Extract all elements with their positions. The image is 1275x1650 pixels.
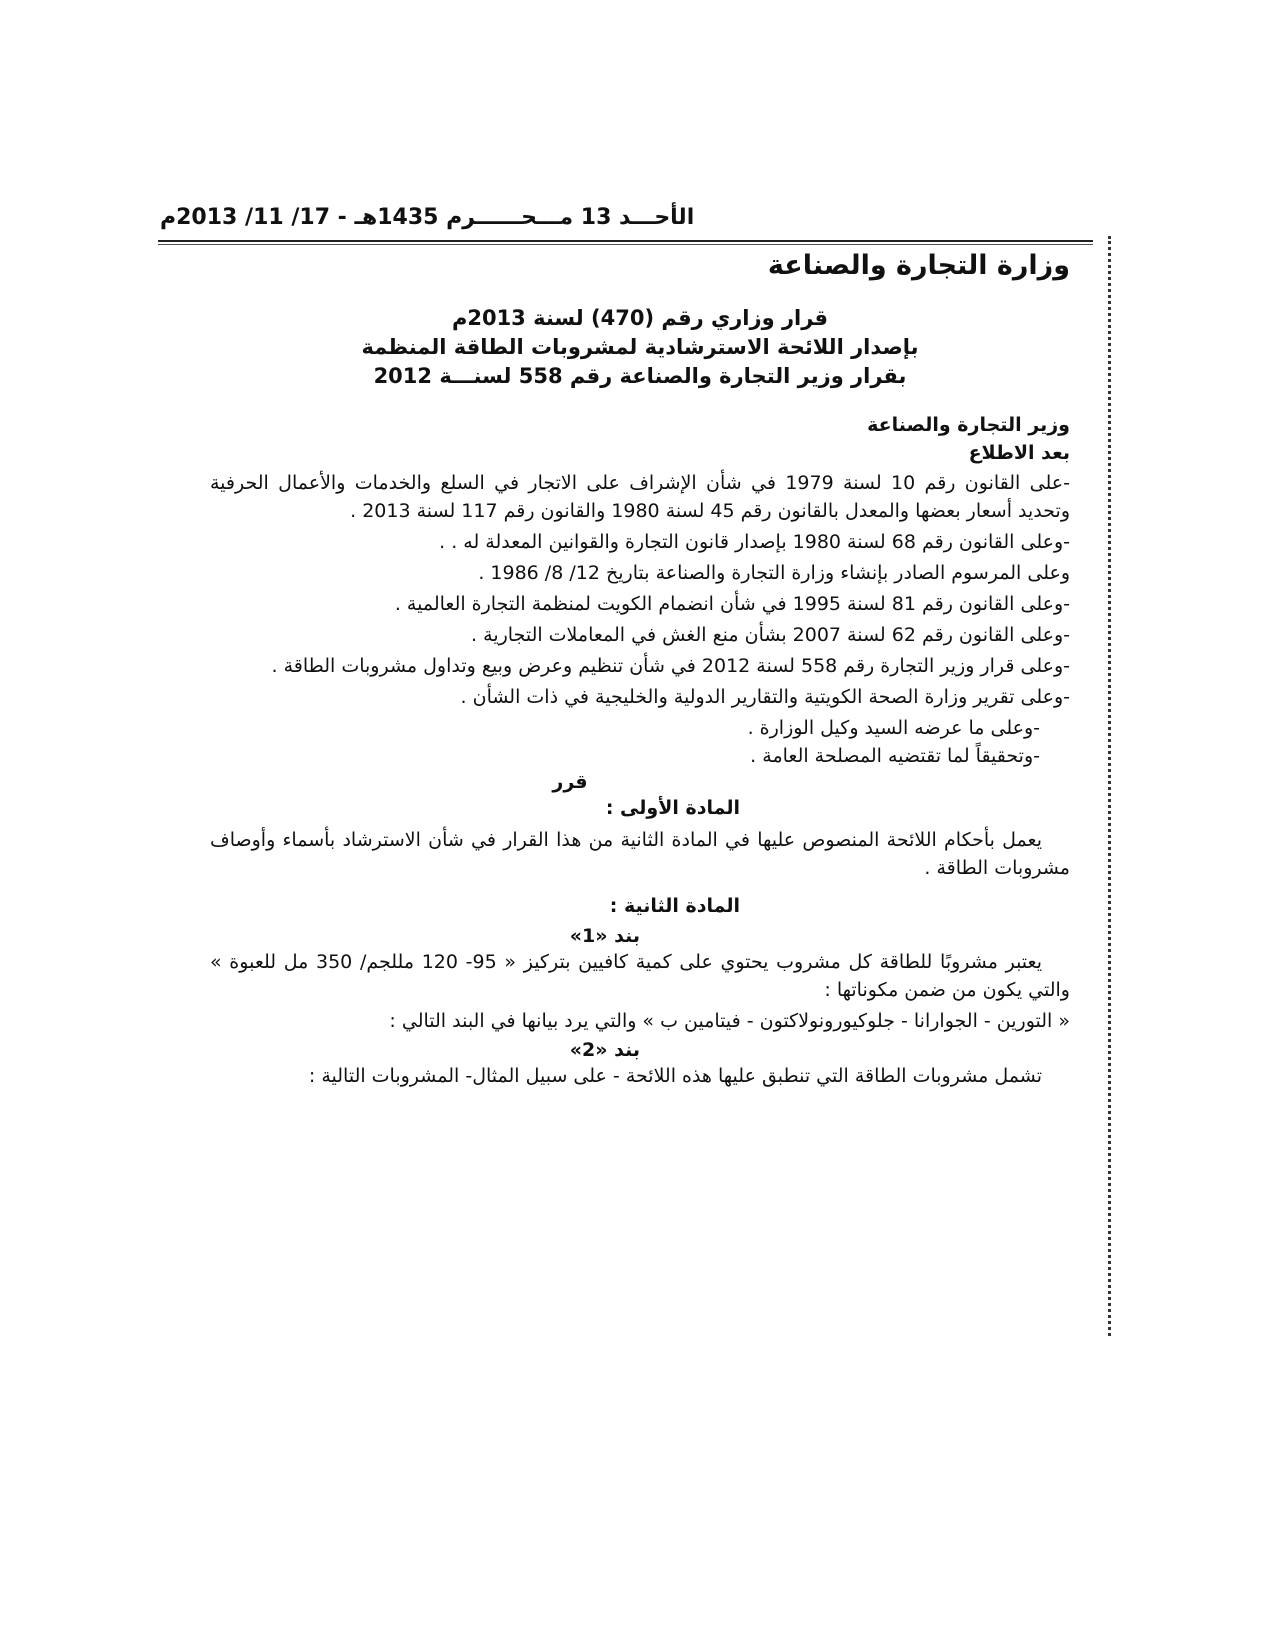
minister-heading: وزير التجارة والصناعة bbox=[867, 414, 1070, 436]
header-rule-thin bbox=[158, 244, 1093, 245]
recital-1: -على القانون رقم 10 لسنة 1979 في شأن الإشراف على الاتجار في السلع والخدمات والأعمال الحرفية وتحديد أسعار بعضها والمعدل بالقانون رقم 45 لسنة 1980 والقانون رقم 117 لسنة 2013 . bbox=[210, 472, 1070, 522]
recital-5: -وعلى القانون رقم 62 لسنة 2007 بشأن منع الغش في المعاملات التجارية . bbox=[471, 624, 1070, 646]
decree-title-line-2: بإصدار اللائحة الاسترشادية لمشروبات الطاقة المنظمة bbox=[361, 335, 919, 359]
ministry-name: وزارة التجارة والصناعة bbox=[767, 252, 1070, 281]
clause-2-text: تشمل مشروبات الطاقة التي تنطبق عليها هذه اللائحة - على سبيل المثال- المشروبات التالية : bbox=[308, 1065, 1042, 1087]
decided-heading: قرر bbox=[552, 771, 588, 793]
article-2-heading: المادة الثانية : bbox=[609, 895, 740, 917]
recital-6: -وعلى قرار وزير التجارة رقم 558 لسنة 2012 في شأن تنظيم وعرض وبيع وتداول مشروبات الطاقة . bbox=[271, 655, 1070, 677]
clause-1-heading: بند «1» bbox=[569, 925, 640, 947]
article-1-heading: المادة الأولى : bbox=[605, 797, 740, 819]
clause-2-heading: بند «2» bbox=[569, 1039, 640, 1061]
article-1-text: يعمل بأحكام اللائحة المنصوص عليها في المادة الثانية من هذا القرار في شأن الاسترشاد بأسماء وأوصاف مشروبات الطاقة . bbox=[210, 829, 1070, 879]
header-rule bbox=[158, 240, 1093, 242]
decree-title-line-3: بقرار وزير التجارة والصناعة رقم 558 لسنـــة 2012 bbox=[373, 364, 907, 388]
recital-3: وعلى المرسوم الصادر بإنشاء وزارة التجارة والصناعة بتاريخ 12/ 8/ 1986 . bbox=[478, 562, 1070, 584]
after-review-heading: بعد الاطلاع bbox=[968, 442, 1070, 464]
recital-7: -وعلى تقرير وزارة الصحة الكويتية والتقارير الدولية والخليجية في ذات الشأن . bbox=[460, 686, 1070, 708]
recital-2: -وعلى القانون رقم 68 لسنة 1980 بإصدار قانون التجارة والقوانين المعدلة له . . bbox=[439, 531, 1070, 553]
recital-9: -وتحقيقاً لما تقتضيه المصلحة العامة . bbox=[750, 745, 1040, 767]
column-divider bbox=[1108, 236, 1111, 1336]
clause-1-text: يعتبر مشروبًا للطاقة كل مشروب يحتوي على كمية كافيين بتركيز « 95- 120 مللجم/ 350 مل للعبوة » والتي يكون من ضمن مكوناتها : bbox=[210, 951, 1070, 1001]
decree-title-line-1: قرار وزاري رقم (470) لسنة 2013م bbox=[451, 306, 829, 330]
decree-title bbox=[210, 304, 1070, 391]
document-body bbox=[210, 252, 1070, 1337]
recital-4: -وعلى القانون رقم 81 لسنة 1995 في شأن انضمام الكويت لمنظمة التجارة العالمية . bbox=[394, 593, 1070, 615]
gazette-date-header: الأحـــد 13 مـــحــــــرم 1435هـ - 17/ 11/ 2013م bbox=[160, 205, 695, 230]
clause-1-ingredients: « التورين - الجوارانا - جلوكيورونولاكتون - فيتامين ب » والتي يرد بيانها في البند التالي : bbox=[389, 1010, 1070, 1032]
recital-8: -وعلى ما عرضه السيد وكيل الوزارة . bbox=[747, 717, 1040, 739]
